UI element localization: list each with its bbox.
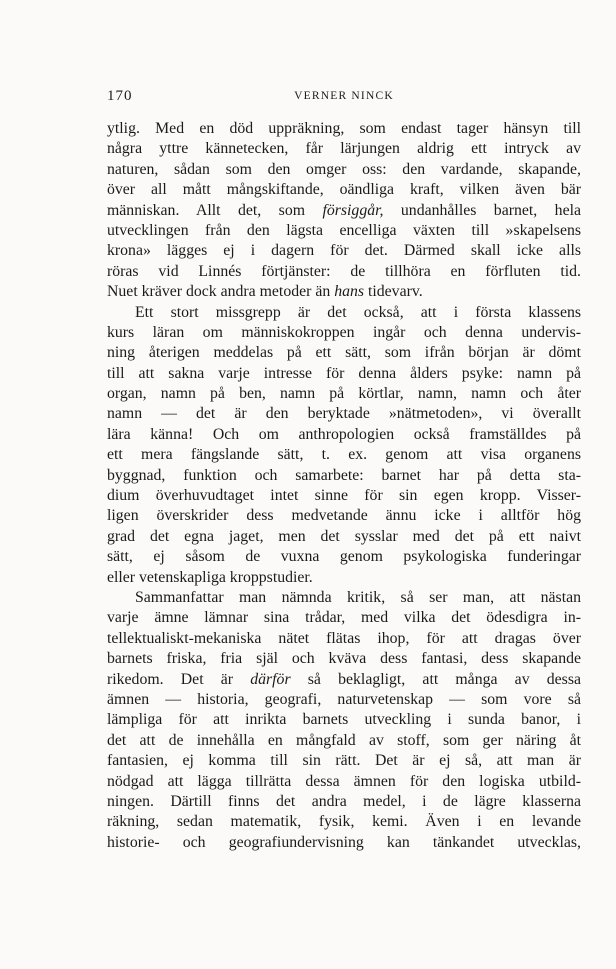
text-line: ett mera fängslande sätt, t. ex. genom att visa organens [107, 446, 581, 464]
emphasized-word: därför [250, 670, 291, 688]
text-line: lära känna! Och om anthropologien också framställdes på [107, 425, 581, 443]
running-head: VERNER NINCK [294, 90, 394, 102]
text-line: räkning, sedan matematik, fysik, kemi. Även i en levande [107, 813, 581, 831]
page-header [107, 88, 581, 108]
text-line: organ, namn på ben, namn på körtlar, namn, namn och åter [107, 385, 581, 403]
text-line: ämnen — historia, geografi, naturvetenskap — som vore så [107, 690, 581, 708]
text-segment: människan. Allt det, som [107, 201, 323, 219]
text-segment: undanhålles barnet, hela [383, 201, 581, 219]
text-line: grad det egna jaget, men det sysslar med det på ett naivt [107, 527, 581, 545]
text-segment: tidevarv. [364, 283, 423, 301]
text-line: tellektualiskt-mekaniska nätet flätas ihop, för att dragas över [107, 629, 581, 647]
text-line: röras vid Linnés förtjänster: de tillhöra en förfluten tid. [107, 262, 581, 280]
text-line [107, 670, 581, 690]
text-line: Sammanfattar man nämnda kritik, så ser man, att nästan [135, 588, 581, 606]
page-number: 170 [107, 88, 133, 104]
body-text [107, 119, 581, 853]
text-line: utvecklingen från den lägsta encelliga växten till »skapelsens [107, 221, 581, 239]
text-segment: rikedom. Det är [107, 670, 251, 688]
text-line: lämpliga för att inrikta barnets utveckling i sunda banor, i [107, 711, 581, 729]
text-line: varje ämne lämnar sina trådar, med vilka det ödesdigra in- [107, 609, 581, 627]
text-segment: så beklagligt, att många av dessa [290, 670, 581, 688]
text-line: historie- och geografiundervisning kan tänkandet utvecklas, [107, 833, 581, 851]
text-line: naturen, sådan som den omger oss: den vardande, skapande, [107, 160, 581, 178]
text-line: till att sakna varje intresse för denna ålders psyke: namn på [107, 364, 581, 382]
text-line: byggnad, funktion och samarbete: barnet har på detta sta- [107, 466, 581, 484]
text-line: fantasien, ej komma till sin rätt. Det är ej så, att man är [107, 752, 581, 770]
emphasized-word: försiggår, [322, 201, 384, 219]
text-line: dium överhuvudtaget intet sinne för sin egen kropp. Visser- [107, 487, 581, 505]
text-line: det att de innehålla en mångfald av stoff, som ger näring åt [107, 731, 581, 749]
text-line: ningen. Därtill finns det andra medel, i de lägre klasserna [107, 792, 581, 810]
emphasized-word: hans [334, 283, 365, 301]
text-line: barnets friska, fria själ och kväva dess fantasi, dess skapande [107, 650, 581, 668]
text-line: krona» lägges ej i dagern för det. Därmed skall icke alls [107, 242, 581, 260]
text-line: Ett stort missgrepp är det också, att i första klassens [135, 303, 581, 321]
text-line: kurs läran om människokroppen ingår och denna undervis- [107, 323, 581, 341]
text-line [107, 201, 581, 221]
text-line: ning återigen meddelas på ett sätt, som ifrån början är dömt [107, 344, 581, 362]
text-line: några yttre kännetecken, får lärjungen aldrig ett intryck av [107, 140, 581, 158]
text-line: ytlig. Med en död uppräkning, som endast tager hänsyn till [107, 120, 581, 137]
text-line: över all mått mångskiftande, oändliga kraft, vilken även bär [107, 181, 581, 199]
text-line: nödgad att lägga tillrätta dessa ämnen för den logiska utbild- [107, 772, 581, 790]
text-line: namn — det är den beryktade »nätmetoden», vi överallt [107, 405, 581, 423]
text-segment: Nuet kräver dock andra metoder än [107, 283, 335, 301]
text-line: sätt, ej såsom de vuxna genom psykologiska funderingar [107, 548, 581, 566]
text-line: eller vetenskapliga kroppstudier. [107, 568, 313, 586]
text-line [107, 282, 581, 302]
text-line: ligen överskrider dess medvetande ännu icke i alltför hög [107, 507, 581, 525]
